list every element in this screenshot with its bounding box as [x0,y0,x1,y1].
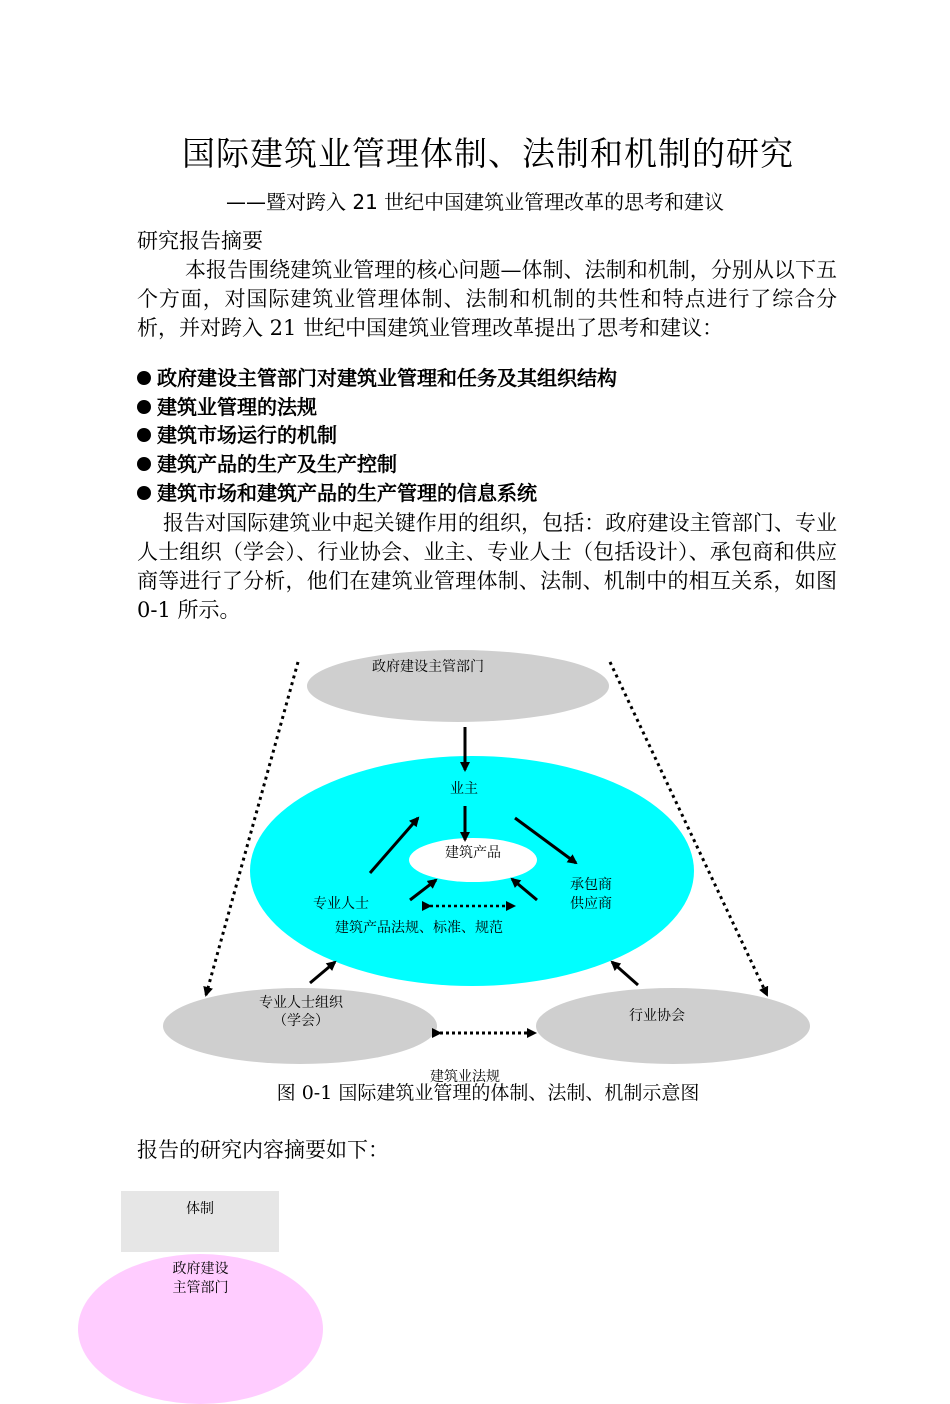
professionals-label: 专业人士 [313,896,369,912]
owner-label: 业主 [450,781,478,797]
bullet-text: 建筑市场运行的机制 [157,423,337,448]
supplier-label: 供应商 [570,896,612,912]
figure-caption: 图 0-1 国际建筑业管理的体制、法制、机制示意图 [276,1082,700,1104]
prof-org-label: 专业人士组织 [259,995,343,1011]
trade-assoc-label: 行业协会 [629,1008,685,1024]
prof-org-label-2: （学会） [273,1013,329,1029]
gov-dept-pink-ellipse [78,1254,323,1404]
product-label: 建筑产品 [445,845,501,861]
standards-label: 建筑产品法规、标准、规范 [335,920,503,936]
bullet-text: 建筑产品的生产及生产控制 [157,452,397,477]
abstract-label: 研究报告摘要 [137,229,263,253]
arrow-trade-assoc-to-market [612,962,638,985]
summary-intro: 报告的研究内容摘要如下： [137,1138,389,1162]
arrow-prof-org-to-market [310,962,335,983]
pink-ellipse-label-2: 主管部门 [172,1280,229,1296]
abstract-paragraph-1: 本报告围绕建筑业管理的核心问题—体制、法制和机制，分别从以下五个方面，对国际建筑业管理体制、法制和机制的共性和特点进行了综合分析，并对跨入 21 世纪中国建筑业管理改革提出了思考和建议： [137,258,837,340]
contractor-label: 承包商 [570,877,612,893]
bullet-text: 政府建设主管部门对建筑业管理和任务及其组织结构 [157,366,617,390]
system-box-label: 体制 [186,1201,214,1217]
bullet-text: 建筑业管理的法规 [157,394,317,419]
pink-ellipse-label-1: 政府建设 [172,1261,229,1277]
document-subtitle: ——暨对跨入 21 世纪中国建筑业管理改革的思考和建议 [226,190,725,214]
industry-law-label: 建筑业法规 [430,1069,500,1085]
trade-assoc-ellipse [536,988,810,1064]
gov-dept-label: 政府建设主管部门 [372,659,484,675]
abstract-paragraph-2: 报告对国际建筑业中起关键作用的组织，包括：政府建设主管部门、专业人士组织（学会）、行业协会、业主、专业人士（包括设计）、承包商和供应商等进行了分析，他们在建筑业管理体制、法制、机制中的相互关系，如图 0-1 所示。 [137,511,837,622]
system-box [121,1191,279,1252]
bullet-text: 建筑市场和建筑产品的生产管理的信息系统 [157,480,537,505]
document-title: 国际建筑业管理体制、法制和机制的研究 [182,134,794,173]
